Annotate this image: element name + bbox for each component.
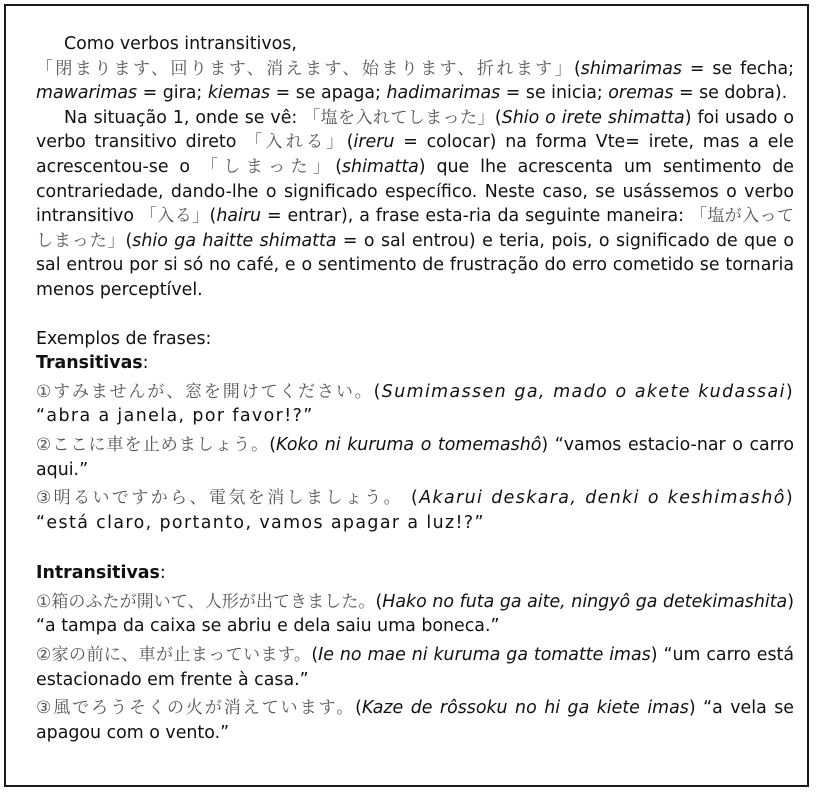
gloss: = gira;	[137, 83, 208, 104]
gloss: = se dobra).	[673, 83, 788, 104]
romaji-term: Shio o irete shimatta	[501, 107, 685, 128]
paren: (	[494, 107, 502, 128]
paren: (	[311, 645, 319, 666]
paren: (	[335, 156, 342, 177]
paren: )	[785, 381, 794, 402]
intransitive-heading-text: Intransitivas	[36, 563, 160, 584]
japanese-verb-list: 「閉まります、回ります、消えます、始まります、折れます」	[36, 58, 574, 79]
japanese-phrase: 「入る」	[139, 206, 210, 227]
paren: (	[375, 591, 383, 612]
intro-paragraph-2	[36, 106, 794, 303]
japanese-sentence: ①すみませんが、窓を開けてください。	[36, 381, 374, 402]
paren: (	[373, 381, 382, 402]
romaji-sentence: Koko ni kuruma o tomemashô	[276, 434, 542, 455]
gloss: = se apaga;	[270, 83, 387, 104]
translation: “a tampa da caixa se abriu e dela saiu uma boneca.”	[36, 616, 500, 637]
japanese-sentence: ③明るいですから、電気を消しましょう。	[36, 488, 404, 509]
gloss: = se inicia;	[500, 83, 609, 104]
paren: )	[650, 645, 664, 666]
text: ) que lhe acrescenta um sentimento de contrariedade, dando-lhe o significado específico. Neste caso, se usássemos o verbo intransitivo	[36, 156, 795, 227]
romaji-sentence: Sumimassen ga, mado o akete kudassai	[381, 381, 786, 402]
transitive-example-3	[36, 486, 794, 535]
japanese-phrase: 「しまった」	[200, 156, 336, 177]
romaji-sentence: Hako no futa ga aite, ningyô ga detekimashita	[382, 591, 788, 612]
paren: (	[355, 698, 362, 719]
text: = colocar) na forma Vte= irete, mas a ele acrescentou-se o	[36, 132, 794, 177]
romaji-sentence: Kaze de rôssoku no hi ga kiete imas	[361, 698, 689, 719]
romaji-term: ireru	[353, 132, 395, 153]
romaji-term: shio ga haitte shimatta	[132, 230, 337, 251]
examples-label	[36, 327, 794, 352]
japanese-sentence: ①箱のふたが開いて、人形が出てきました。	[36, 591, 376, 612]
romaji-term: hadimarimas	[386, 83, 501, 104]
romaji-term: oremas	[608, 83, 674, 104]
romaji-sentence: Ie no mae ni kuruma ga tomatte imas	[318, 645, 651, 666]
romaji-term: kiemas	[207, 83, 271, 104]
intro-paragraph-1	[36, 32, 794, 106]
paren: (	[573, 58, 581, 79]
examples-label-text: Exemplos de frases:	[36, 328, 212, 349]
japanese-sentence: ②家の前に、車が止まっています。	[36, 645, 312, 666]
intro-lead-text: Como verbos intransitivos,	[64, 34, 297, 54]
gloss: = se fecha;	[681, 58, 794, 79]
intransitive-example-1	[36, 590, 794, 639]
intransitive-example-3	[36, 696, 794, 745]
paren: (	[346, 132, 354, 153]
romaji-term: shimatta	[341, 156, 419, 177]
japanese-phrase: 「入れる」	[245, 132, 347, 153]
page-frame	[4, 4, 809, 787]
translation: “abra a janela, por favor!?”	[36, 406, 314, 427]
romaji-sentence: Akarui deskara, denki o keshimashô	[419, 488, 786, 509]
paren: (	[125, 230, 133, 251]
paren: )	[541, 434, 555, 455]
japanese-sentence: ②ここに車を止めましょう。	[36, 434, 270, 455]
colon: :	[142, 353, 149, 374]
paren: (	[269, 434, 277, 455]
spacer	[36, 535, 794, 561]
paren: )	[688, 698, 704, 719]
intransitive-heading	[36, 561, 794, 586]
text: = o sal entrou) e teria, pois, o significado de que o sal entrou por si só no café, e o sentimento de frustração do erro cometido se tornaria menos perceptível.	[36, 230, 795, 300]
paren: (	[209, 206, 217, 227]
japanese-phrase: 「塩が入ってしまった」	[36, 206, 794, 251]
text: = entrar), a frase esta-ria da seguinte maneira:	[261, 206, 690, 227]
japanese-phrase: 「塩を入れてしまった」	[303, 107, 495, 128]
japanese-sentence: ③風でろうそくの火が消えています。	[36, 698, 356, 719]
spacer	[36, 303, 794, 327]
transitive-heading-text: Transitivas	[36, 353, 143, 374]
romaji-term: shimarimas	[580, 58, 682, 79]
intransitive-example-2	[36, 643, 794, 692]
transitive-heading	[36, 351, 794, 376]
romaji-term: mawarimas	[36, 83, 138, 104]
text: ) foi usado o verbo transitivo direto	[36, 107, 795, 153]
text: Na situação 1, onde se vê:	[64, 107, 304, 128]
paren: )	[785, 488, 794, 509]
romaji-term: hairu	[216, 206, 262, 227]
paren: (	[403, 488, 420, 509]
translation: “a vela se apagou com o vento.”	[36, 698, 794, 743]
document-body	[36, 32, 794, 745]
translation: “está claro, portanto, vamos apagar a luz!?”	[36, 512, 485, 533]
transitive-example-1	[36, 380, 794, 429]
colon: :	[159, 563, 166, 584]
translation: “vamos estacio-nar o carro aqui.”	[36, 434, 794, 480]
paren: )	[787, 591, 794, 612]
transitive-example-2	[36, 433, 794, 482]
translation: “um carro está estacionado em frente à casa.”	[36, 645, 794, 690]
